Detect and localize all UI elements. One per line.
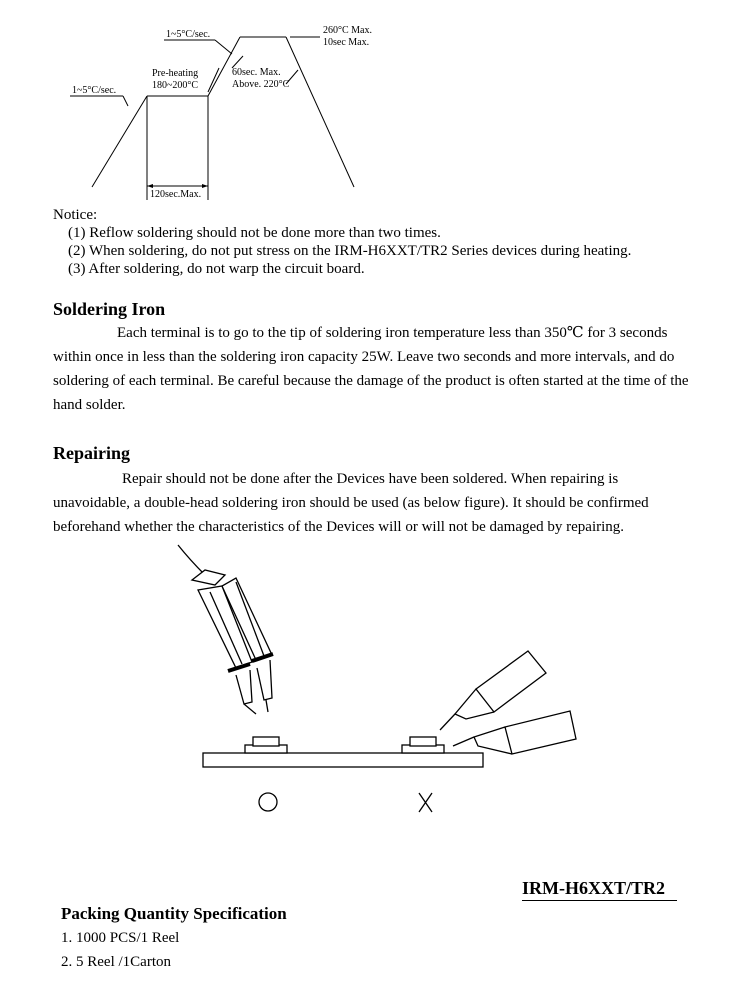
notice-item-1: (1) Reflow soldering should not be done more than two times.: [68, 225, 441, 241]
peak-temp-label: 260°C Max.: [323, 25, 372, 36]
packing-heading: Packing Quantity Specification: [61, 904, 287, 923]
packing-item-2: 2. 5 Reel /1Carton: [61, 954, 171, 970]
model-number: IRM-H6XXT/TR2: [522, 878, 677, 901]
above-temp-label: Above. 220°C: [232, 79, 290, 90]
soldering-iron-body: Each terminal is to go to the tip of soldering iron temperature less than 350℃ for 3 seconds within once in less than the soldering iron capacity 25W. Leave two seconds and more intervals, and do soldering of each terminal. Be careful because the damage of the product is often started at the time of the hand solder.: [53, 325, 689, 413]
ramp-rate-top-label: 1~5°C/sec.: [166, 29, 211, 40]
peak-time-label: 10sec Max.: [323, 37, 370, 48]
ok-mark-icon: [259, 793, 277, 811]
preheat-time-label: 120sec.Max.: [150, 189, 202, 200]
repairing-heading: Repairing: [53, 443, 131, 463]
above-time-label: 60sec. Max.: [232, 67, 281, 78]
packing-item-1: 1. 1000 PCS/1 Reel: [61, 930, 180, 946]
notice-item-2: (2) When soldering, do not put stress on the IRM-H6XXT/TR2 Series devices during heating.: [68, 243, 632, 259]
preheat-temp-label: 180~200°C: [152, 80, 199, 91]
notice-item-3: (3) After soldering, do not warp the circuit board.: [68, 261, 365, 277]
preheat-label: Pre-heating: [152, 68, 199, 79]
repairing-body: Repair should not be done after the Devices have been soldered. When repairing is unavoidable, a double-head soldering iron should be used (as below figure). It should be confirmed beforehand whether the characteristics of the Devices will or will not be damaged by repairing.: [53, 471, 649, 535]
ramp-rate-left-label: 1~5°C/sec.: [72, 85, 117, 96]
notice-title: Notice:: [53, 207, 98, 223]
soldering-iron-heading: Soldering Iron: [53, 299, 166, 319]
ng-mark-icon: [419, 793, 432, 812]
